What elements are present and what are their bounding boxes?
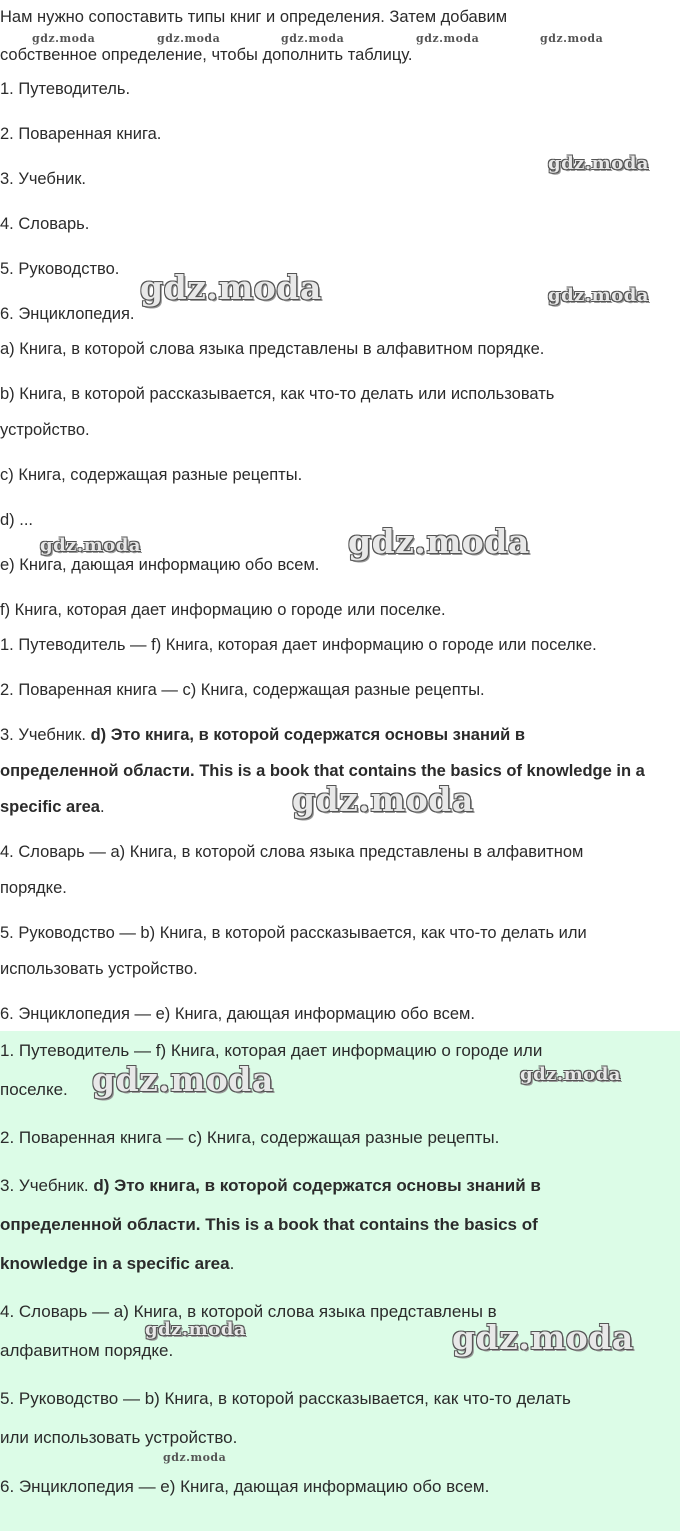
box-answer-1-line-2: поселке. <box>0 1080 68 1099</box>
book-type-3: 3. Учебник. <box>0 170 86 188</box>
watermark-logo: gdz.moda <box>92 1060 274 1099</box>
box-answer-3-prefix: 3. Учебник. <box>0 1176 94 1195</box>
watermark-logo: gdz.moda <box>140 268 322 307</box>
answer-3-bold-line-1: d) Это книга, в которой содержатся основы знаний в <box>90 726 525 744</box>
box-answer-6: 6. Энциклопедия — e) Книга, дающая информацию обо всем. <box>0 1477 490 1496</box>
watermark-logo: gdz.moda <box>520 1064 621 1085</box>
box-answer-1-line-1: 1. Путеводитель — f) Книга, которая дает информацию о городе или <box>0 1041 543 1060</box>
answer-3-bold-line-2: определенной области. This is a book that contains the basics of knowledge in a <box>0 762 645 780</box>
box-answer-3-bold-line-2: определенной области. This is a book that contains the basics of <box>0 1215 538 1234</box>
book-type-1: 1. Путеводитель. <box>0 80 131 98</box>
book-type-4: 4. Словарь. <box>0 215 90 233</box>
answer-3-line-1 <box>0 717 525 753</box>
watermark-logo: gdz.moda <box>416 32 480 45</box>
definition-c: c) Книга, содержащая разные рецепты. <box>0 466 303 484</box>
answer-box <box>0 1031 680 1531</box>
watermark-logo: gdz.moda <box>548 285 649 306</box>
box-answer-5-line-2: или использовать устройство. <box>0 1428 238 1447</box>
definition-f: f) Книга, которая дает информацию о городе или поселке. <box>0 601 446 619</box>
box-answer-3-suffix: . <box>229 1254 235 1273</box>
answer-5-line-1: 5. Руководство — b) Книга, в которой рассказывается, как что-то делать или <box>0 924 587 942</box>
answer-4-line-1: 4. Словарь — a) Книга, в которой слова языка представлены в алфавитном <box>0 843 584 861</box>
answer-3-bold-line-3: specific area <box>0 798 100 816</box>
box-answer-3-line-1 <box>0 1167 541 1205</box>
intro-line-1: Нам нужно сопоставить типы книг и определения. Затем добавим <box>0 8 508 26</box>
answer-3-suffix: . <box>99 798 105 816</box>
watermark-logo: gdz.moda <box>40 535 141 556</box>
answer-6: 6. Энциклопедия — e) Книга, дающая информацию обо всем. <box>0 1005 475 1023</box>
box-answer-3-line-3 <box>0 1245 234 1283</box>
answer-1: 1. Путеводитель — f) Книга, которая дает информацию о городе или поселке. <box>0 636 597 654</box>
watermark-logo: gdz.moda <box>157 32 221 45</box>
definition-b-line-1: b) Книга, в которой рассказывается, как что-то делать или использовать <box>0 385 555 403</box>
definition-b-line-2: устройство. <box>0 421 90 439</box>
watermark-logo: gdz.moda <box>348 522 530 561</box>
book-type-5: 5. Руководство. <box>0 260 120 278</box>
watermark-logo: gdz.moda <box>163 1451 227 1464</box>
watermark-logo: gdz.moda <box>452 1318 634 1357</box>
watermark-logo: gdz.moda <box>292 780 474 819</box>
watermark-logo: gdz.moda <box>281 32 345 45</box>
book-type-2: 2. Поваренная книга. <box>0 125 162 143</box>
watermark-logo: gdz.moda <box>32 32 96 45</box>
box-answer-3-bold-line-1: d) Это книга, в которой содержатся основы знаний в <box>93 1176 541 1195</box>
answer-3-prefix: 3. Учебник. <box>0 726 91 744</box>
watermark-logo: gdz.moda <box>548 153 649 174</box>
definition-a: a) Книга, в которой слова языка представлены в алфавитном порядке. <box>0 340 545 358</box>
book-type-6: 6. Энциклопедия. <box>0 305 135 323</box>
answer-2: 2. Поваренная книга — c) Книга, содержащая разные рецепты. <box>0 681 485 699</box>
watermark-logo: gdz.moda <box>145 1319 246 1340</box>
box-answer-3-bold-line-3: knowledge in a specific area <box>0 1254 230 1273</box>
answer-4-line-2: порядке. <box>0 879 67 897</box>
answer-5-line-2: использовать устройство. <box>0 960 198 978</box>
definition-e: e) Книга, дающая информацию обо всем. <box>0 556 320 574</box>
answer-3-line-3 <box>0 789 105 825</box>
box-answer-5-line-1: 5. Руководство — b) Книга, в которой рассказывается, как что-то делать <box>0 1389 571 1408</box>
box-answer-2: 2. Поваренная книга — c) Книга, содержащая разные рецепты. <box>0 1128 500 1147</box>
box-answer-4-line-2: алфавитном порядке. <box>0 1341 174 1360</box>
watermark-logo: gdz.moda <box>540 32 604 45</box>
box-answer-4-line-1: 4. Словарь — a) Книга, в которой слова языка представлены в <box>0 1302 497 1321</box>
definition-d: d) ... <box>0 511 34 529</box>
intro-line-2: собственное определение, чтобы дополнить таблицу. <box>0 46 413 64</box>
